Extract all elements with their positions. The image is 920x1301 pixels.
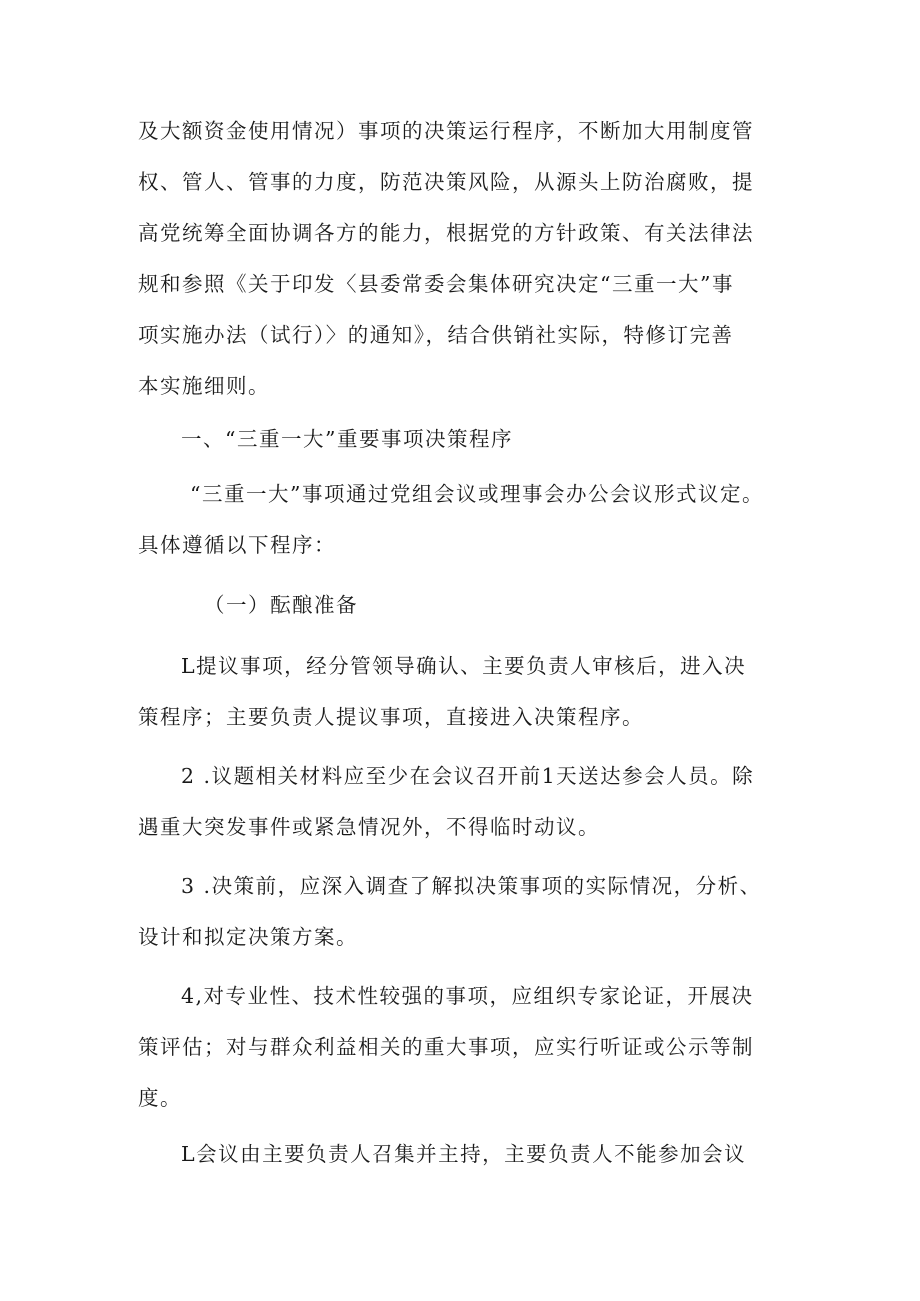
paragraph-line: 具体遵循以下程序：: [138, 533, 336, 557]
paragraph-line: 3 .决策前，应深入调查了解拟决策事项的实际情况，分析、: [181, 874, 762, 898]
subsection-heading: （一）酝酿准备: [204, 593, 358, 617]
paragraph-line: 高党统筹全面协调各方的能力，根据党的方针政策、有关法律法: [138, 221, 754, 245]
paragraph-line: 及大额资金使用情况）事项的决策运行程序，不断加大用制度管: [138, 119, 754, 143]
paragraph-line: 规和参照《关于印发〈县委常委会集体研究决定“三重一大”事: [138, 272, 734, 296]
paragraph-line: L会议由主要负责人召集并主持，主要负责人不能参加会议: [181, 1142, 747, 1166]
paragraph-line: “三重一大”事项通过党组会议或理事会办公会议形式议定。: [190, 482, 764, 506]
paragraph-line: 项实施办法（试行）〉的通知》，结合供销社实际，特修订完善: [138, 323, 734, 347]
section-heading: 一、“三重一大”重要事项决策程序: [181, 427, 513, 451]
paragraph-line: 本实施细则。: [138, 374, 270, 398]
paragraph-line: 策评估；对与群众利益相关的重大事项，应实行听证或公示等制: [138, 1035, 754, 1059]
paragraph-line: 策程序；主要负责人提议事项，直接进入决策程序。: [138, 705, 644, 729]
paragraph-line: 设计和拟定决策方案。: [138, 925, 358, 949]
paragraph-line: L提议事项，经分管领导确认、主要负责人审核后，进入决: [181, 654, 747, 678]
paragraph-line: 遇重大突发事件或紧急情况外，不得临时动议。: [138, 815, 600, 839]
paragraph-line: 度。: [138, 1086, 182, 1110]
paragraph-line: 权、管人、管事的力度，防范决策风险，从源头上防治腐败，提: [138, 170, 754, 194]
paragraph-line: 2 .议题相关材料应至少在会议召开前1天送达参会人员。除: [181, 764, 755, 788]
paragraph-line: 4,对专业性、技术性较强的事项，应组织专家论证，开展决: [181, 984, 754, 1008]
